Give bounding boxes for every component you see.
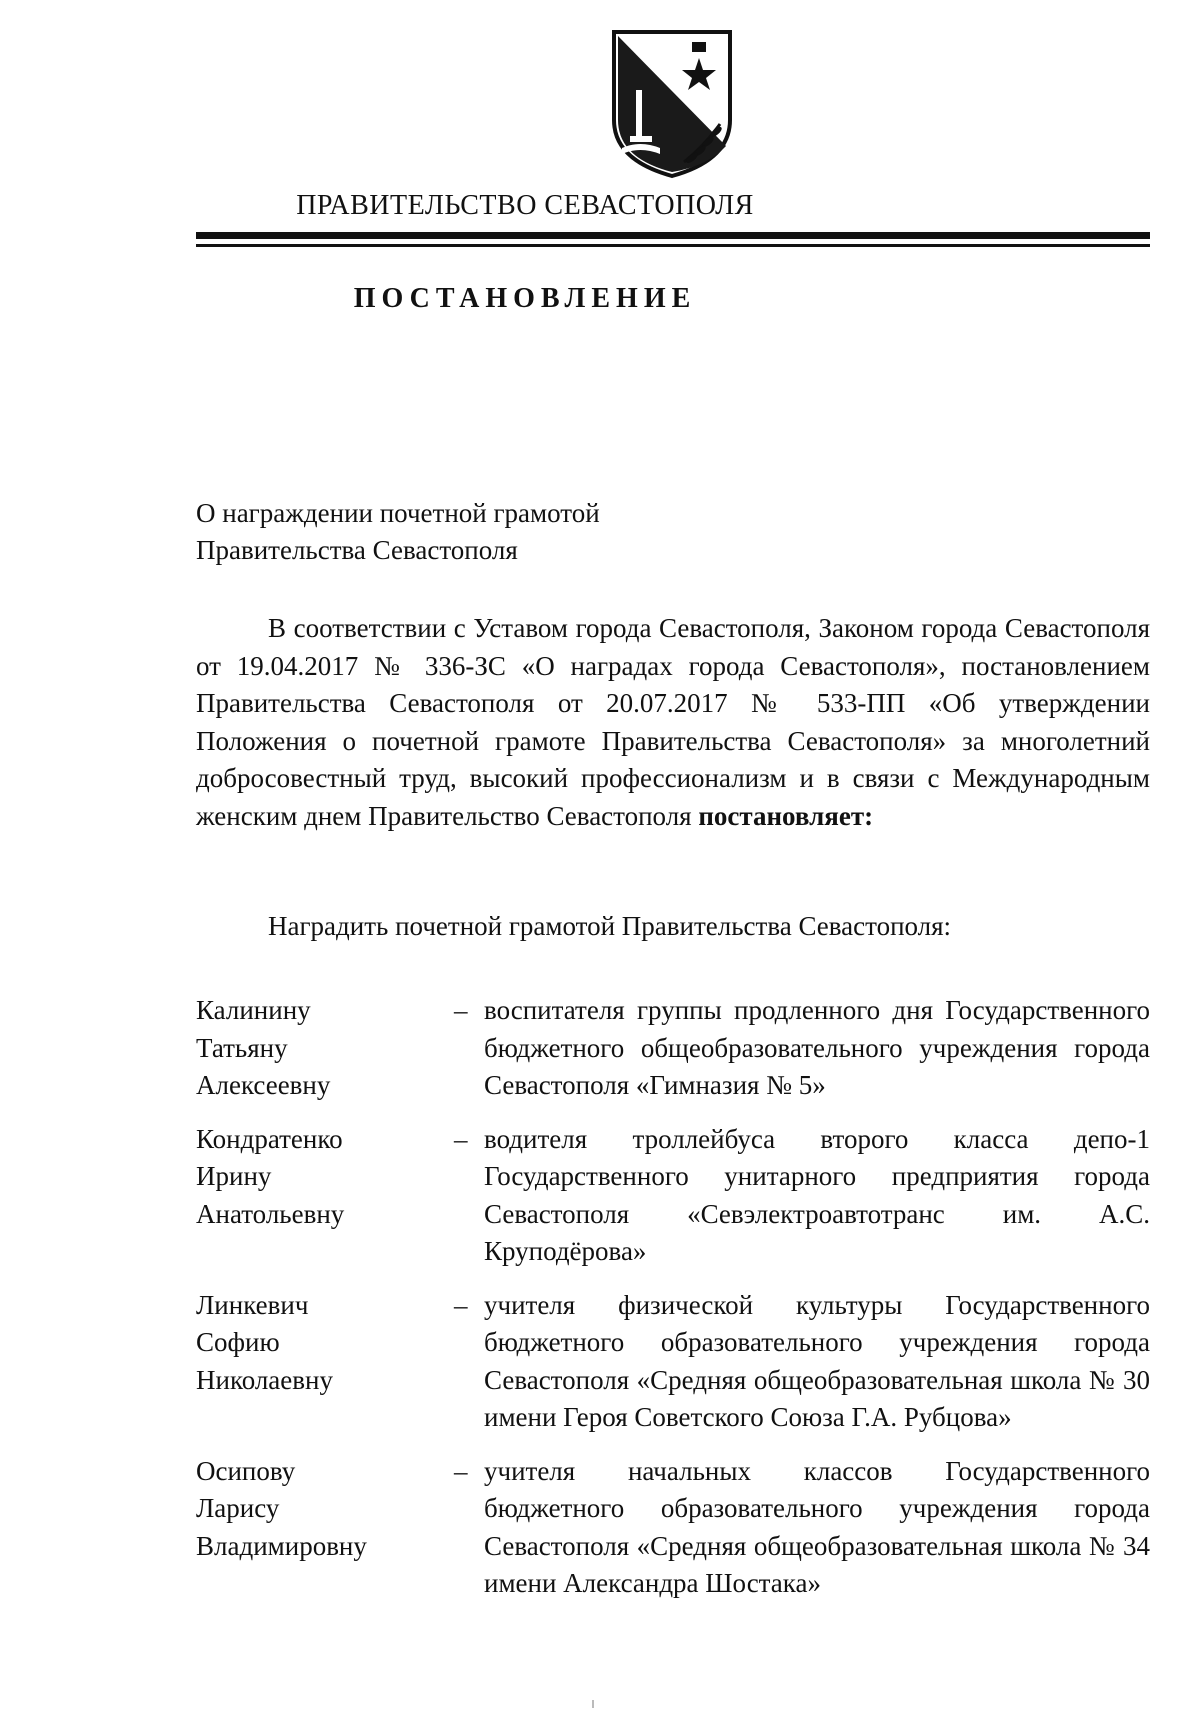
- header-rule-thin: [196, 244, 1150, 247]
- preamble-bold-decree: постановляет:: [698, 800, 874, 831]
- awardee-dash: –: [454, 995, 468, 1025]
- awardee-first-name: Ирину: [196, 1161, 272, 1191]
- awardee-first-name: Софию: [196, 1327, 280, 1357]
- awardee-name: [196, 992, 454, 1105]
- preamble-text: В соответствии с Уставом города Севастополя, Законом города Севастополя от 19.04.2017 № 336-ЗС «О наградах города Севастополя», постановлением Правительства Севастополя от 20.07.2017 № 533-ПП «Об утверждении Положения о почетной грамоте Правительства Севастополя» за многолетний добросовестный труд, высокий профессионализм и в связи с Международным женским днем Правительство Севастополя: [196, 613, 1150, 831]
- awardee-name: [196, 1453, 454, 1603]
- award-intro: Наградить почетной грамотой Правительства Севастополя:: [268, 911, 952, 941]
- coat-of-arms-emblem: [608, 28, 736, 180]
- scan-mark: [592, 1700, 594, 1708]
- awardee-name: [196, 1287, 454, 1437]
- government-title: ПРАВИТЕЛЬСТВО СЕВАСТОПОЛЯ: [296, 190, 754, 221]
- awardee-dash: –: [454, 1455, 468, 1486]
- awardee-surname: Калинину: [196, 995, 311, 1025]
- document-type-heading: ПОСТАНОВЛЕНИЕ: [353, 283, 697, 314]
- awardee-dash: –: [454, 1123, 468, 1154]
- awardee-entry: [196, 992, 1150, 1105]
- awardee-list: [196, 992, 1150, 1619]
- preamble-paragraph: [196, 610, 1150, 835]
- subject-line-1: О награждении почетной грамотой: [196, 498, 600, 528]
- awardee-name: [196, 1121, 454, 1271]
- awardee-patronymic: Алексеевну: [196, 1070, 331, 1100]
- awardee-first-name: Татьяну: [196, 1032, 288, 1063]
- awardee-entry: [196, 1121, 1150, 1271]
- awardee-entry: [196, 1453, 1150, 1603]
- awardee-surname: Осипову: [196, 1455, 296, 1486]
- document-subject: [196, 495, 600, 569]
- awardee-description: водителя троллейбуса второго класса депо-1 Государственного унитарного предприятия города Севастополя «Севэлектроавтотранс им. А.С. Круподёрова»: [484, 1123, 1150, 1266]
- awardee-dash: –: [454, 1289, 468, 1320]
- awardee-patronymic: Анатольевну: [196, 1198, 345, 1229]
- awardee-surname: Кондратенко: [196, 1123, 343, 1154]
- header-rule-thick: [196, 232, 1150, 239]
- awardee-description: учителя начальных классов Государственного бюджетного образовательного учреждения города Севастополя «Средняя общеобразовательная школа № 34 имени Александра Шостака»: [484, 1455, 1150, 1598]
- awardee-description: учителя физической культуры Государственного бюджетного образовательного учреждения города Севастополя «Средняя общеобразовательная школа № 30 имени Героя Советского Союза Г.А. Рубцова»: [484, 1289, 1150, 1432]
- awardee-entry: [196, 1287, 1150, 1437]
- awardee-surname: Линкевич: [196, 1289, 309, 1320]
- subject-line-2: Правительства Севастополя: [196, 535, 518, 565]
- awardee-patronymic: Николаевну: [196, 1364, 333, 1395]
- awardee-patronymic: Владимировну: [196, 1530, 367, 1561]
- awardee-description: воспитателя группы продленного дня Государственного бюджетного общеобразовательного учреждения города Севастополя «Гимназия № 5»: [484, 995, 1150, 1100]
- awardee-first-name: Ларису: [196, 1493, 280, 1523]
